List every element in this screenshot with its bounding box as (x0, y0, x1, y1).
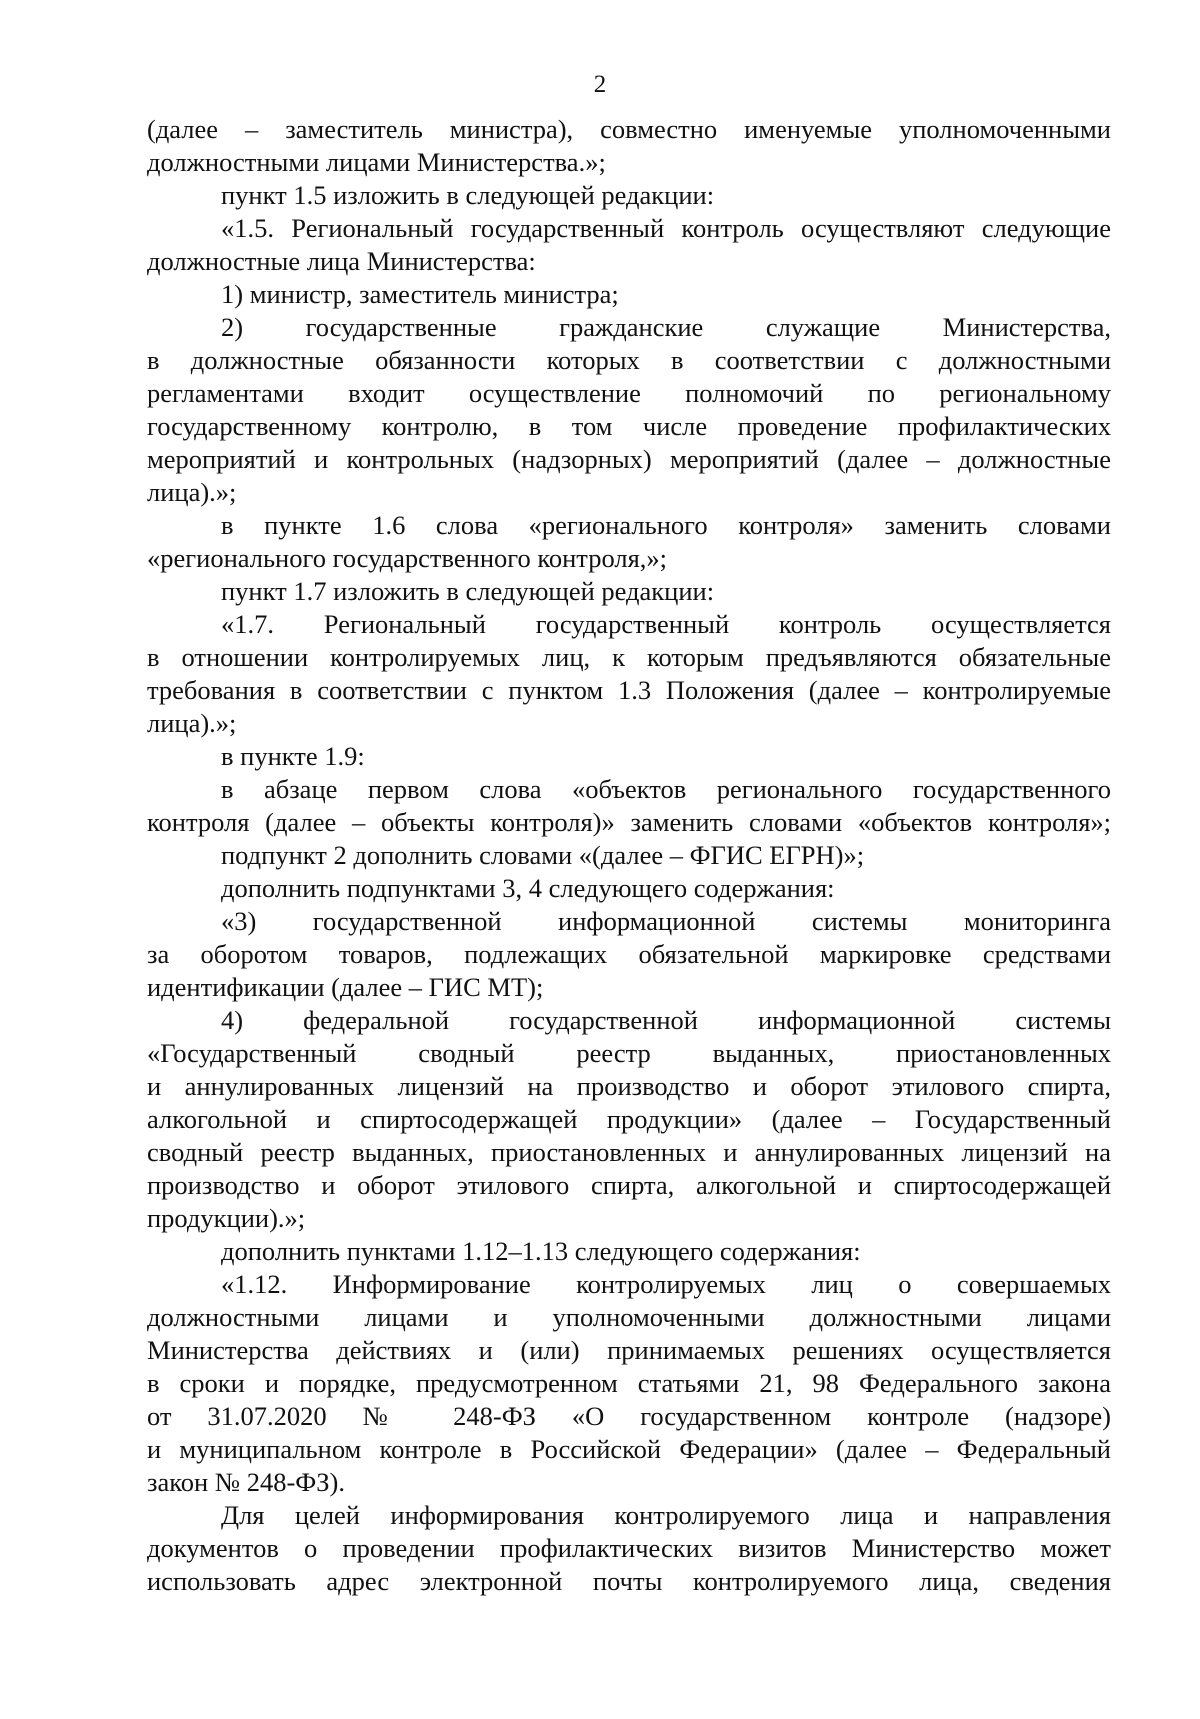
text-line: сводный реестр выданных, приостановленных и аннулированных лицензий на (147, 1137, 1111, 1167)
text-line: подпункт 2 дополнить словами «(далее – ФГИС ЕГРН)»; (221, 840, 865, 870)
text-line: в абзаце первом слова «объектов регионального государственного (221, 774, 1111, 804)
text-line: регламентами входит осуществление полномочий по региональному (147, 378, 1111, 408)
text-line: (далее – заместитель министра), совместно именуемые уполномоченными (147, 114, 1111, 144)
text-line: дополнить подпунктами 3, 4 следующего содержания: (221, 873, 835, 903)
text-line: должностные лица Министерства: (147, 246, 536, 276)
text-line: «регионального государственного контроля,»; (147, 543, 667, 573)
text-line: должностными лицами Министерства.»; (147, 147, 606, 177)
text-line: и аннулированных лицензий на производство и оборот этилового спирта, (147, 1071, 1111, 1101)
text-line: контроля (далее – объекты контроля)» заменить словами «объектов контроля»; (147, 807, 1111, 837)
text-line: Министерства действиях и (или) принимаемых решениях осуществляется (147, 1335, 1111, 1365)
text-line: за оборотом товаров, подлежащих обязательной маркировке средствами (147, 939, 1111, 969)
page-number: 2 (593, 71, 607, 98)
text-line: дополнить пунктами 1.12–1.13 следующего содержания: (221, 1236, 861, 1266)
text-line: «1.12. Информирование контролируемых лиц о совершаемых (221, 1269, 1111, 1299)
text-line: государственному контролю, в том числе проведение профилактических (147, 411, 1111, 441)
text-line: в отношении контролируемых лиц, к которым предъявляются обязательные (147, 642, 1111, 672)
text-line: «3) государственной информационной системы мониторинга (221, 906, 1111, 936)
text-line: «Государственный сводный реестр выданных, приостановленных (147, 1038, 1111, 1068)
text-line: лица).»; (147, 477, 237, 507)
document-body (147, 113, 1111, 1598)
text-line: от 31.07.2020 № 248-ФЗ «О государственном контроле (надзоре) (147, 1401, 1111, 1431)
text-line: в должностные обязанности которых в соответствии с должностными (147, 345, 1111, 375)
text-line: лица).»; (147, 708, 237, 738)
text-line: пункт 1.7 изложить в следующей редакции: (221, 576, 715, 606)
text-line: мероприятий и контрольных (надзорных) мероприятий (далее – должностные (147, 444, 1111, 474)
text-line: «1.7. Региональный государственный контроль осуществляется (221, 609, 1111, 639)
text-line: Для целей информирования контролируемого лица и направления (221, 1500, 1111, 1530)
text-line: в пункте 1.6 слова «регионального контроля» заменить словами (221, 510, 1111, 540)
text-line: в пункте 1.9: (221, 741, 365, 771)
text-line: документов о проведении профилактических визитов Министерство может (147, 1533, 1111, 1563)
text-line: 4) федеральной государственной информационной системы (221, 1005, 1111, 1035)
text-line: идентификации (далее – ГИС МТ); (147, 972, 544, 1002)
text-line: требования в соответствии с пунктом 1.3 Положения (далее – контролируемые (147, 675, 1111, 705)
text-line: 1) министр, заместитель министра; (221, 279, 619, 309)
text-line: продукции).»; (147, 1203, 306, 1233)
text-line: использовать адрес электронной почты контролируемого лица, сведения (147, 1566, 1111, 1596)
text-line: «1.5. Региональный государственный контроль осуществляют следующие (221, 213, 1111, 243)
text-line: и муниципальном контроле в Российской Федерации» (далее – Федеральный (147, 1434, 1111, 1464)
text-line: должностными лицами и уполномоченными должностными лицами (147, 1302, 1111, 1332)
text-line: в сроки и порядке, предусмотренном статьями 21, 98 Федерального закона (147, 1368, 1111, 1398)
text-line: закон № 248-ФЗ). (147, 1467, 345, 1497)
text-line: пункт 1.5 изложить в следующей редакции: (221, 180, 715, 210)
text-line: алкогольной и спиртосодержащей продукции» (далее – Государственный (147, 1104, 1111, 1134)
text-line: производство и оборот этилового спирта, алкогольной и спиртосодержащей (147, 1170, 1111, 1200)
text-line: 2) государственные гражданские служащие Министерства, (221, 312, 1111, 342)
